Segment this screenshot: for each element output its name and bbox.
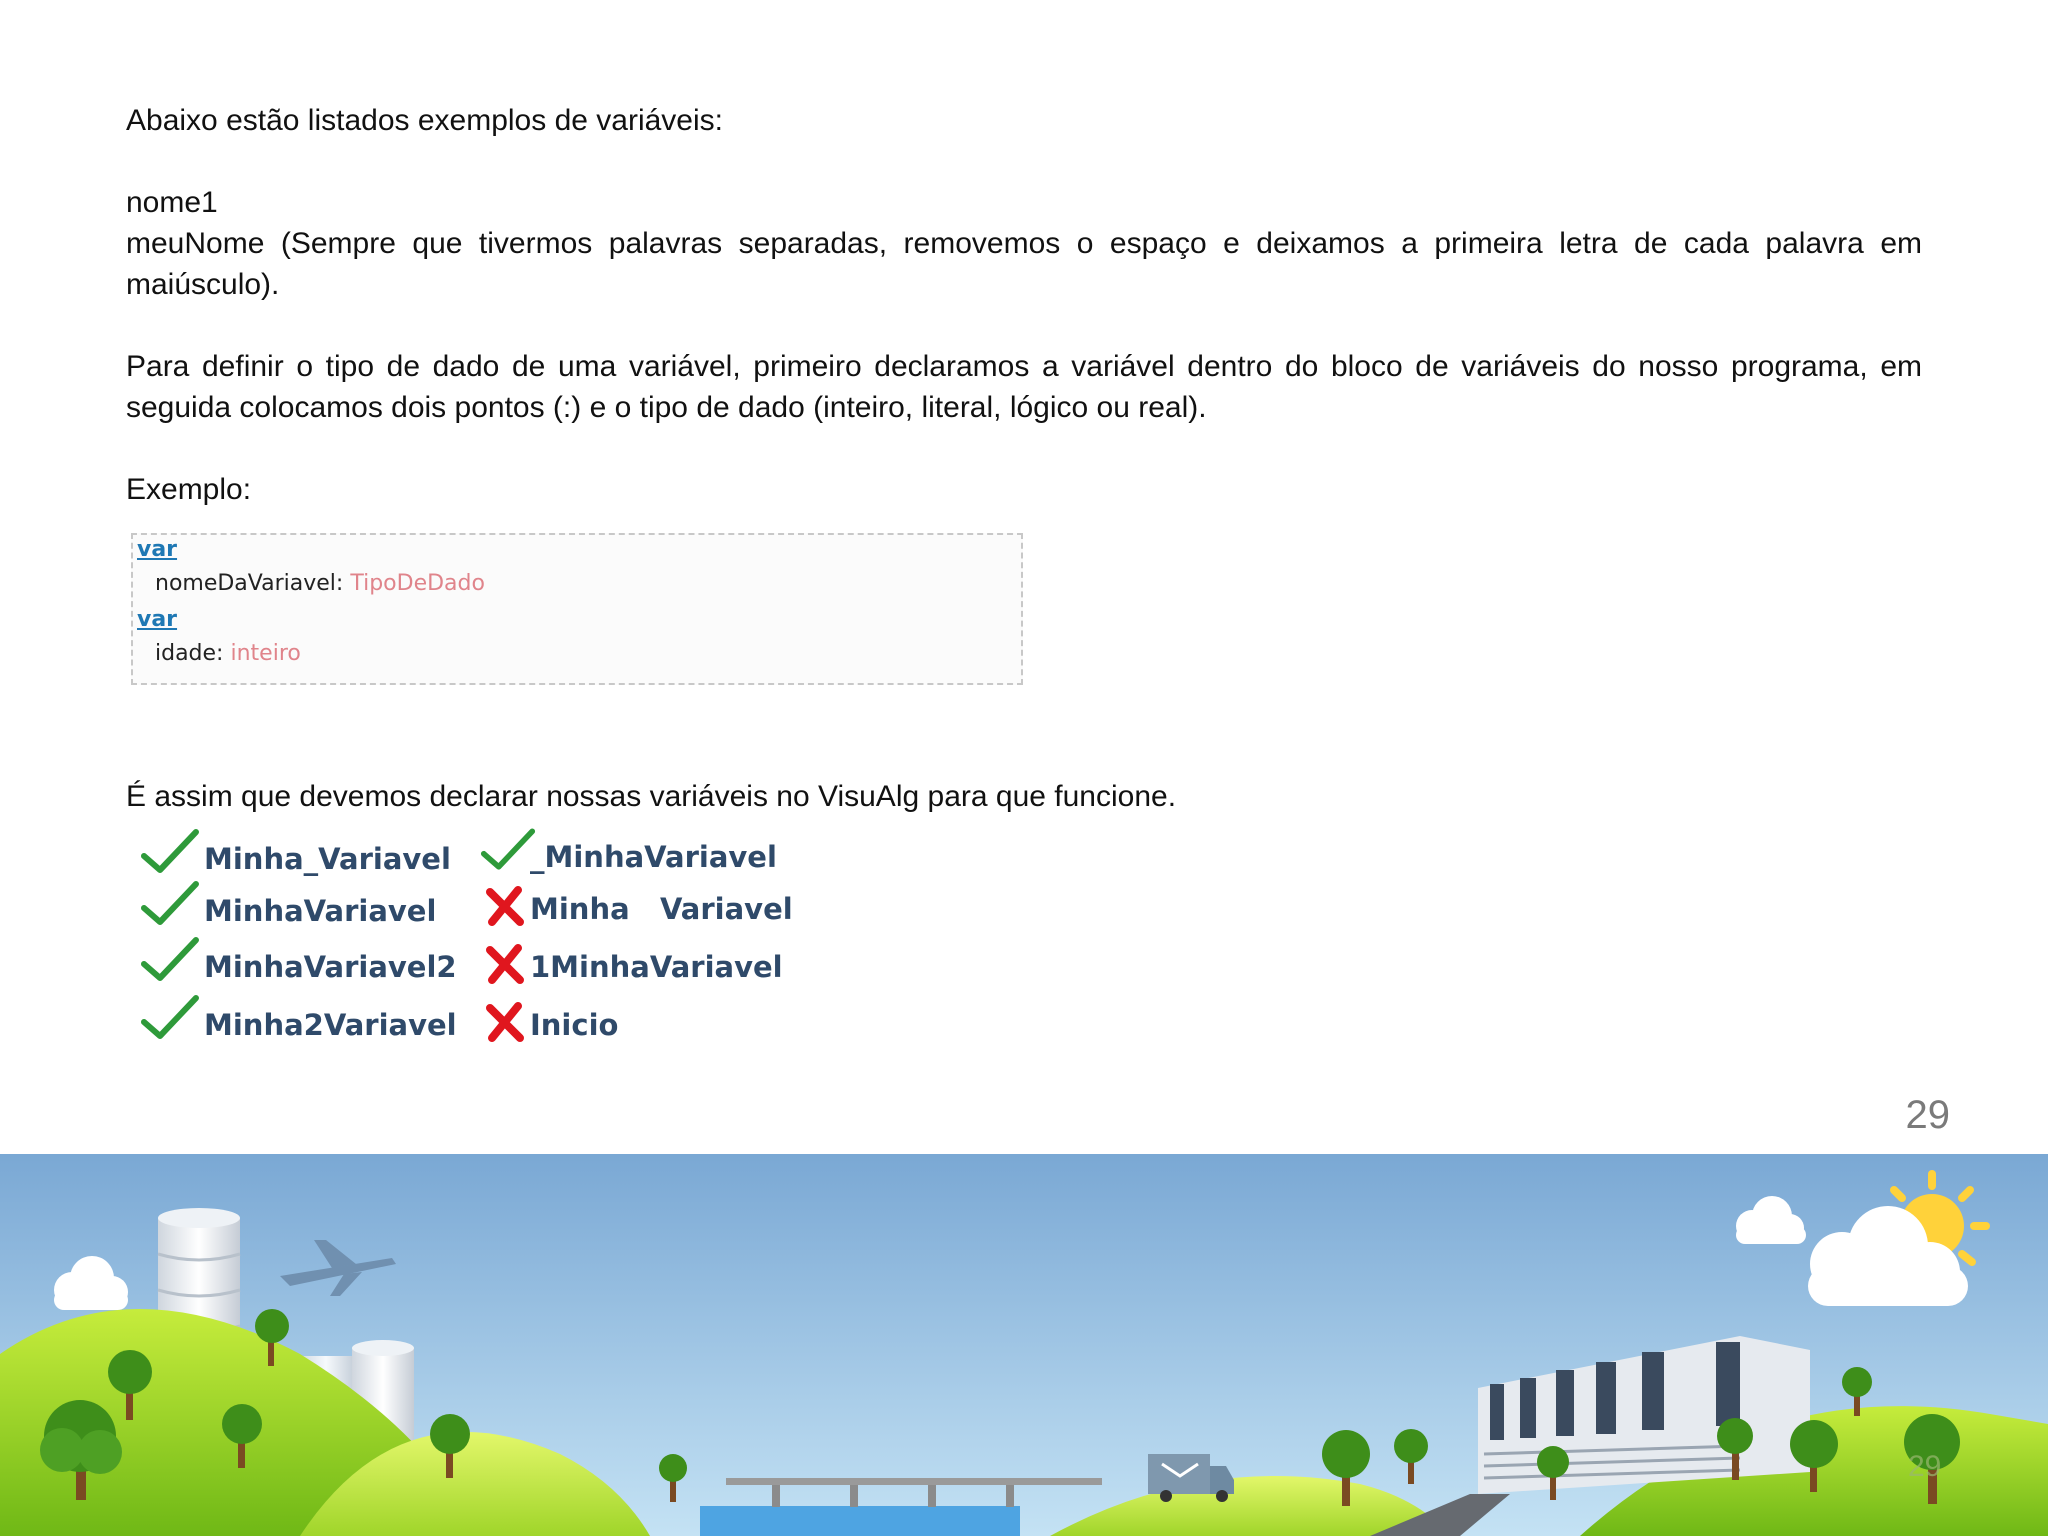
check-icon: [140, 936, 200, 984]
code-identifier: nomeDaVariavel:: [155, 571, 344, 596]
cross-icon: [484, 1002, 526, 1042]
code-type-2: inteiro: [230, 641, 301, 666]
cross-icon: [484, 944, 526, 984]
invalid-example-2: 1MinhaVariavel: [484, 944, 783, 984]
definition-text: Para definir o tipo de dado de uma variável, primeiro declaramos a variável dentro do bloco de variáveis do nosso programa, em seguida colocamos dois pontos (:) e o tipo de dado (inteiro, literal, lógico ou real).: [126, 350, 1922, 424]
code-keyword-var: var: [137, 537, 178, 562]
check-icon: [140, 828, 200, 876]
example-label: Exemplo:: [126, 473, 252, 506]
code-line-1: [155, 571, 485, 596]
intro-text: Abaixo estão listados exemplos de variáveis:: [126, 104, 723, 137]
valid-example-4: Minha2Variavel: [140, 994, 457, 1042]
code-identifier-2: idade:: [155, 641, 224, 666]
code-example-box: [131, 533, 1023, 685]
variable-name-examples: [140, 822, 793, 1052]
valid-example-5: _MinhaVariavel: [480, 826, 777, 874]
valid-example-3: MinhaVariavel2: [140, 936, 457, 984]
landscape-illustration: [0, 1154, 2048, 1536]
invalid-example-1: Minha Variavel: [484, 886, 793, 926]
page-number: 29: [1905, 1093, 1950, 1137]
valid-example-2: MinhaVariavel: [140, 880, 436, 928]
check-icon: [480, 826, 536, 874]
code-type: TipoDeDado: [350, 571, 485, 596]
example-meunome: meuNome (Sempre que tivermos palavras separadas, removemos o espaço e deixamos a primeira letra de cada palavra em maiúsculo).: [126, 227, 1922, 301]
valid-example-1: Minha_Variavel: [140, 828, 451, 876]
check-icon: [140, 994, 200, 1042]
check-icon: [140, 880, 200, 928]
main-text: [126, 100, 1922, 510]
closing-text: É assim que devemos declarar nossas variáveis no VisuAlg para que funcione.: [126, 780, 1177, 813]
page-number-faint: 29: [1908, 1450, 1942, 1483]
cross-icon: [484, 886, 526, 926]
example-name1: nome1: [126, 186, 218, 219]
code-line-2: [155, 641, 301, 666]
invalid-example-3: Inicio: [484, 1002, 618, 1042]
code-keyword-var-2: var: [137, 607, 178, 632]
